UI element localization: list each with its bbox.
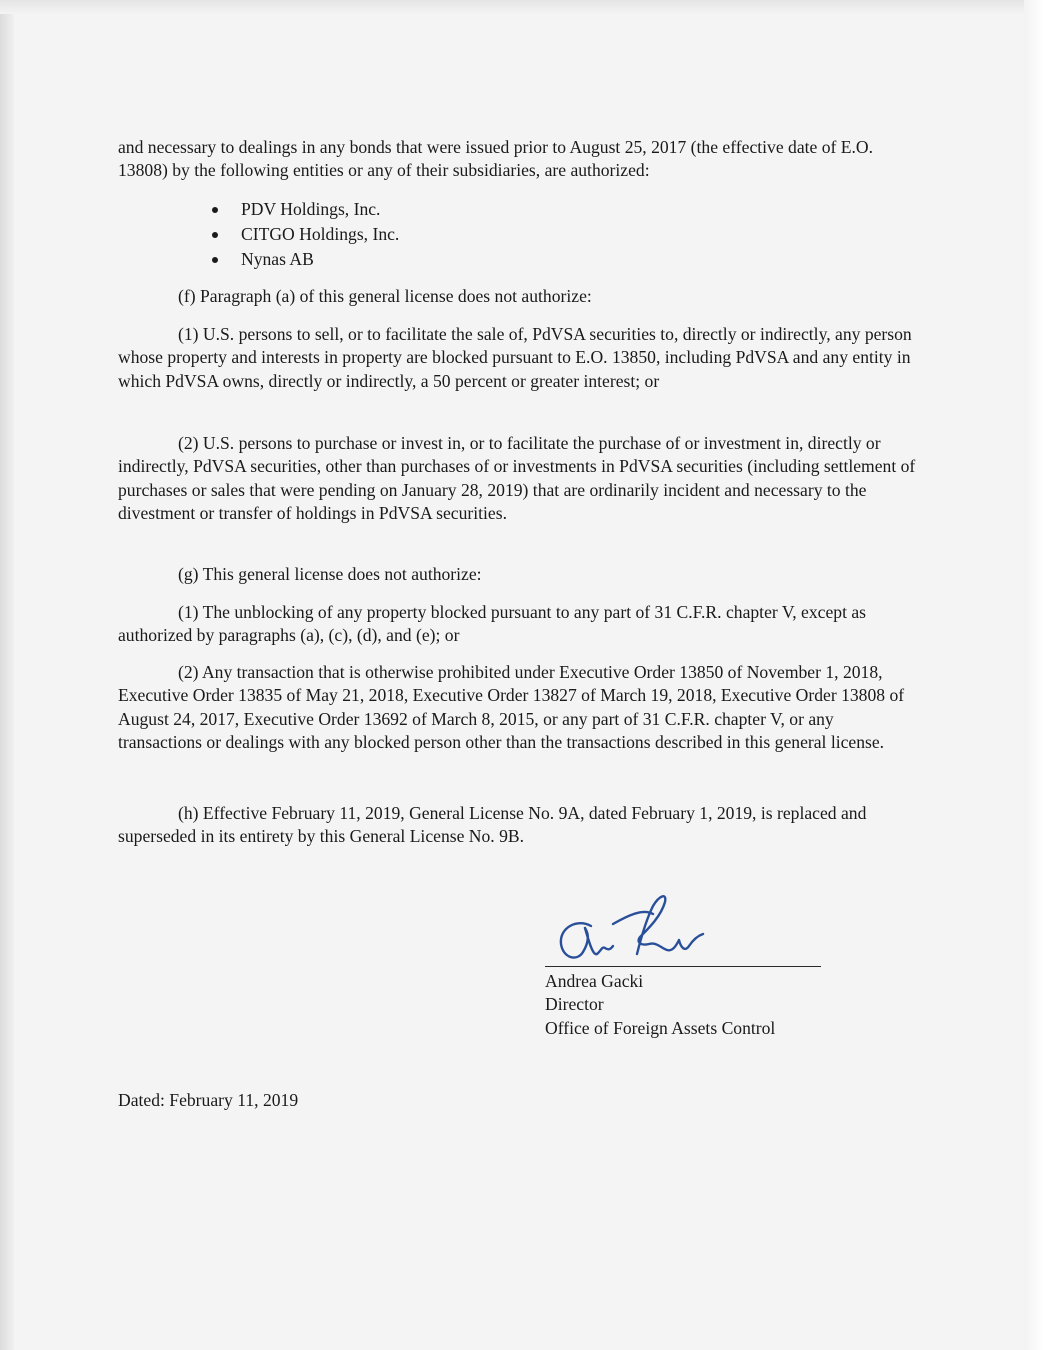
scan-edge-left (0, 0, 14, 1350)
entity-list-item: CITGO Holdings, Inc. (205, 222, 399, 247)
signature-ink (561, 896, 703, 957)
paragraph-g1: (1) The unblocking of any property blocked pursuant to any part of 31 C.F.R. chapter V, except as authorized by paragraphs (a), (c), (d), and (e); or (118, 602, 867, 646)
paragraph-g: (g) This general license does not authorize: (178, 564, 482, 584)
paragraph-f: (f) Paragraph (a) of this general license does not authorize: (178, 286, 592, 306)
paragraph-g2: (2) Any transaction that is otherwise prohibited under Executive Order 13850 of November 1, 2018, Executive Order 13835 of May 21, 2018, Executive Order 13827 of March 19, 2018, Executive Order 13808 of August 24, 2017, Executive Order 13692 of March 8, 2015, or any part of 31 C.F.R. chapter V, or any transactions or dealings with any blocked person other than the transactions described in this general license. (118, 662, 905, 753)
entity-list-item: PDV Holdings, Inc. (205, 197, 399, 222)
paragraph-h: (h) Effective February 11, 2019, General License No. 9A, dated February 1, 2019, is replaced and superseded in its entirety by this General License No. 9B. (118, 803, 867, 847)
entity-list-item: Nynas AB (205, 247, 399, 272)
handwritten-signature (555, 888, 735, 968)
paragraph-f2: (2) U.S. persons to purchase or invest in, or to facilitate the purchase of or investment in, directly or indirectly, PdVSA securities, other than purchases of or investments in PdVSA securities (including settlement of purchases or sales that were pending on January 28, 2019) that are ordinarily incident and necessary to the divestment or transfer of holdings in PdVSA securities. (118, 433, 916, 524)
signatory-name: Andrea Gacki (545, 971, 644, 991)
scan-edge-top (0, 0, 1044, 14)
signature-line (545, 966, 821, 967)
opening-paragraph: and necessary to dealings in any bonds that were issued prior to August 25, 2017 (the effective date of E.O. 13808) by the following entities or any of their subsidiaries, are authorized: (118, 137, 874, 181)
paragraph-f1: (1) U.S. persons to sell, or to facilitate the sale of, PdVSA securities to, directly or indirectly, any person whose property and interests in property are blocked pursuant to E.O. 13850, including PdVSA and any entity in which PdVSA owns, directly or indirectly, a 50 percent or greater interest; or (118, 324, 912, 391)
signatory-title: Director (545, 994, 604, 1015)
dated-line: Dated: February 11, 2019 (118, 1090, 299, 1110)
entity-list (205, 197, 399, 272)
scan-edge-right (1024, 0, 1044, 1350)
signatory-office: Office of Foreign Assets Control (545, 1017, 776, 1038)
signatory (545, 970, 775, 1040)
